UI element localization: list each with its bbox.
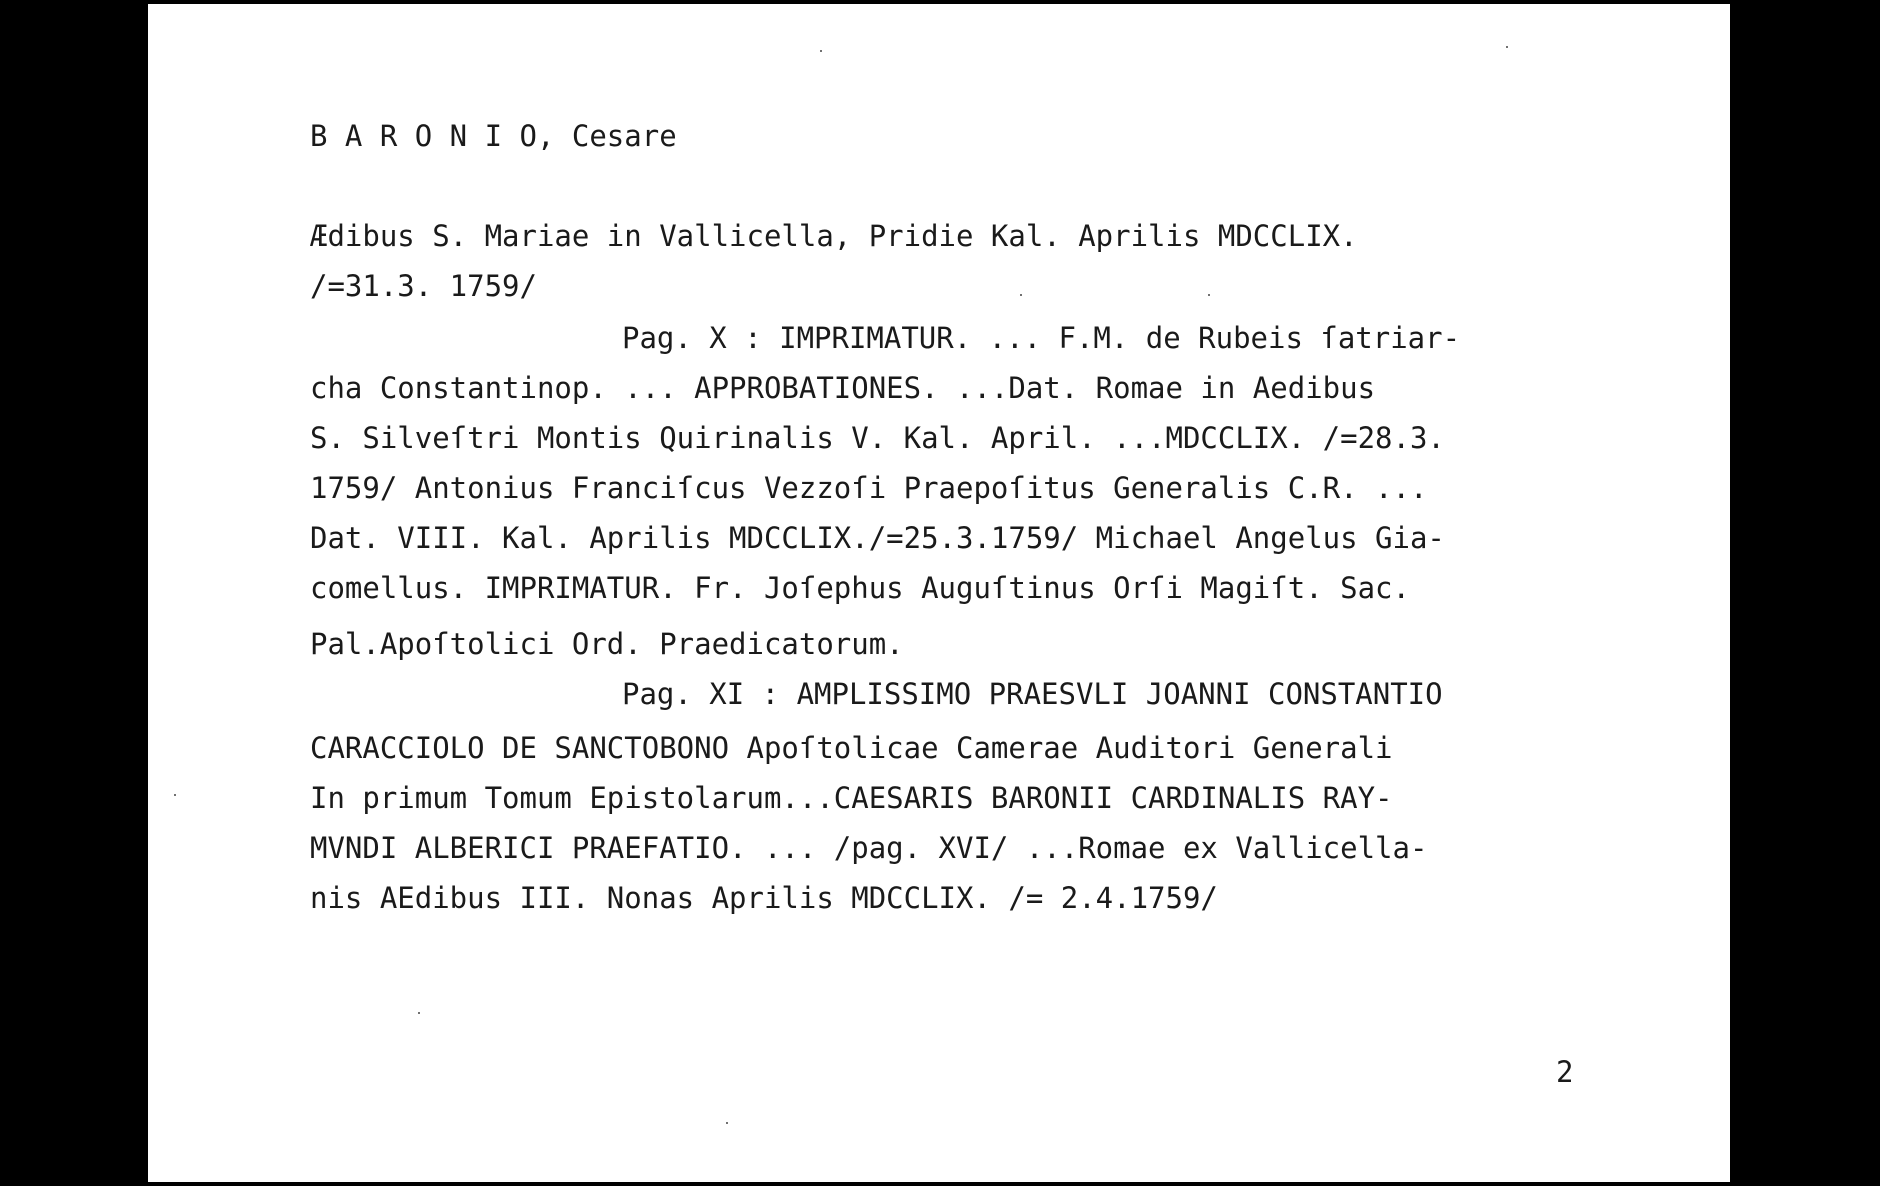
entry-line: Dat. VIII. Kal. Aprilis MDCCLIX./=25.3.1759/ Michael Angelus Gia- — [310, 521, 1445, 555]
entry-line: MVNDI ALBERICI PRAEFATIO. ... /pag. XVI/ ...Romae ex Vallicella- — [310, 831, 1428, 865]
catalog-card — [148, 4, 1730, 1182]
colophon-line: Ædibus S. Mariae in Vallicella, Pridie Kal. Aprilis MDCCLIX. — [310, 219, 1358, 253]
entry-line: Pag. X : IMPRIMATUR. ... F.M. de Rubeis ſatriar- — [622, 321, 1461, 355]
entry-line: Pag. XI : AMPLISSIMO PRAESVLI JOANNI CONSTANTIO — [622, 677, 1443, 711]
entry-line: cha Constantinop. ... APPROBATIONES. ...Dat. Romae in Aedibus — [310, 371, 1376, 405]
colophon-date: /=31.3. 1759/ — [310, 269, 537, 303]
entry-line: comellus. IMPRIMATUR. Fr. Joſephus Auguſtinus Orſi Magiſt. Sac. — [310, 571, 1410, 605]
entry-line: nis AEdibus III. Nonas Aprilis MDCCLIX. /= 2.4.1759/ — [310, 881, 1218, 915]
paper-speck — [1506, 46, 1508, 48]
entry-line: Pal.Apoſtolici Ord. Praedicatorum. — [310, 627, 904, 661]
entry-line: S. Silveſtri Montis Quirinalis V. Kal. April. ...MDCCLIX. /=28.3. — [310, 421, 1445, 455]
entry-line: CARACCIOLO DE SANCTOBONO Apoſtolicae Camerae Auditori Generali — [310, 731, 1393, 765]
paper-speck — [1020, 294, 1022, 296]
paper-speck — [820, 50, 822, 52]
paper-speck — [726, 1122, 728, 1124]
page-number: 2 — [1556, 1055, 1574, 1089]
paper-speck — [418, 1012, 420, 1014]
paper-speck — [1208, 294, 1210, 296]
card-heading: B A R O N I O, Cesare — [310, 119, 677, 153]
paper-speck — [174, 794, 176, 796]
entry-line: In primum Tomum Epistolarum...CAESARIS BARONII CARDINALIS RAY- — [310, 781, 1393, 815]
entry-line: 1759/ Antonius Franciſcus Vezzoſi Praepoſitus Generalis C.R. ... — [310, 471, 1428, 505]
